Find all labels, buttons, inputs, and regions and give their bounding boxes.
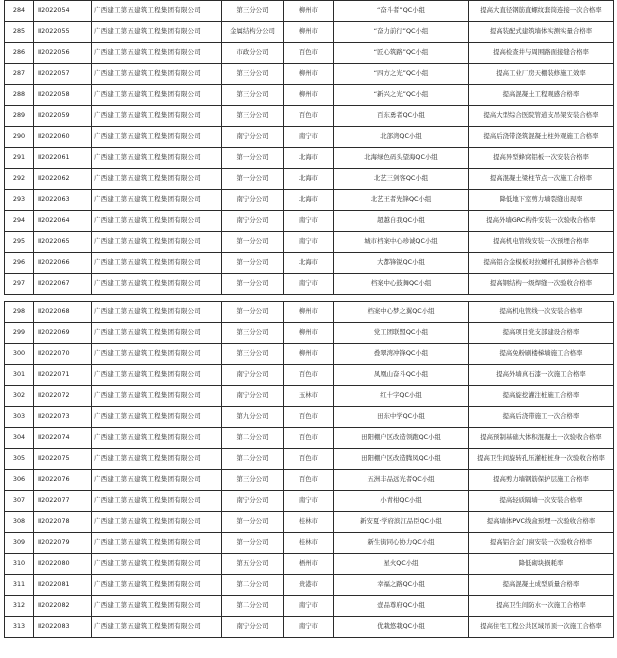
table-row [5,148,614,169]
row-number-cell: 311 [5,575,34,596]
city-name-cell: 百色市 [284,365,334,386]
project-topic-cell: 提高住宅工程公共区域吊顶一次施工合格率 [469,617,614,638]
row-number-cell: 284 [5,1,34,22]
qc-team-name-cell: 小青柑QC小组 [334,491,469,512]
project-topic-cell: 提高混凝土成型质量合格率 [469,575,614,596]
table-body-bottom [5,302,614,638]
city-name-cell: 贵港市 [284,575,334,596]
company-name-cell: 广西建工第五建筑工程集团有限公司 [92,64,222,85]
city-name-cell: 柳州市 [284,85,334,106]
project-topic-cell: 提高机电管线一次安装合格率 [469,302,614,323]
company-name-cell: 广西建工第五建筑工程集团有限公司 [92,470,222,491]
table-row [5,449,614,470]
registration-id-cell: Ⅱ2022076 [34,470,92,491]
city-name-cell: 柳州市 [284,344,334,365]
project-topic-cell: 提高铝合金门窗安装一次验收合格率 [469,533,614,554]
project-topic-cell: 提高卫生间旋转孔压灌桩桩身一次验收合格率 [469,449,614,470]
branch-name-cell: 第二分公司 [222,596,284,617]
city-name-cell: 梧州市 [284,554,334,575]
project-topic-cell: 提高预制基础大体积混凝土一次验收合格率 [469,428,614,449]
table-row [5,22,614,43]
qc-team-name-cell: 北部湾QC小组 [334,127,469,148]
row-number-cell: 292 [5,169,34,190]
city-name-cell: 北海市 [284,169,334,190]
row-number-cell: 289 [5,106,34,127]
branch-name-cell: 第一分公司 [222,253,284,274]
document-page [4,0,613,638]
table-row [5,253,614,274]
qc-team-name-cell: 北艺三剑客QC小组 [334,169,469,190]
row-number-cell: 313 [5,617,34,638]
table-row [5,127,614,148]
qc-team-name-cell: 优栽悠栽QC小组 [334,617,469,638]
row-number-cell: 288 [5,85,34,106]
registration-id-cell: Ⅱ2022058 [34,85,92,106]
company-name-cell: 广西建工第五建筑工程集团有限公司 [92,302,222,323]
qc-team-name-cell: 幸福之路QC小组 [334,575,469,596]
city-name-cell: 北海市 [284,148,334,169]
row-number-cell: 285 [5,22,34,43]
company-name-cell: 广西建工第五建筑工程集团有限公司 [92,428,222,449]
registration-id-cell: Ⅱ2022065 [34,232,92,253]
registration-id-cell: Ⅱ2022080 [34,554,92,575]
registration-id-cell: Ⅱ2022079 [34,533,92,554]
company-name-cell: 广西建工第五建筑工程集团有限公司 [92,232,222,253]
table-row [5,575,614,596]
registration-id-cell: Ⅱ2022060 [34,127,92,148]
branch-name-cell: 第一分公司 [222,274,284,295]
project-topic-cell: 提高钢结构一级焊缝一次验收合格率 [469,274,614,295]
row-number-cell: 290 [5,127,34,148]
project-topic-cell: 提高混凝土梁柱节点一次施工合格率 [469,169,614,190]
registration-id-cell: Ⅱ2022075 [34,449,92,470]
branch-name-cell: 南宁分公司 [222,365,284,386]
branch-name-cell: 第二分公司 [222,428,284,449]
branch-name-cell: 第三分公司 [222,64,284,85]
table-row [5,232,614,253]
registration-id-cell: Ⅱ2022083 [34,617,92,638]
table-row [5,302,614,323]
table-row [5,596,614,617]
qc-team-table [4,0,614,638]
project-topic-cell: 提高大直径钢筋直螺纹套筒连接一次合格率 [469,1,614,22]
row-number-cell: 305 [5,449,34,470]
registration-id-cell: Ⅱ2022063 [34,190,92,211]
registration-id-cell: Ⅱ2022059 [34,106,92,127]
registration-id-cell: Ⅱ2022072 [34,386,92,407]
branch-name-cell: 第三分公司 [222,1,284,22]
project-topic-cell: 提高外墙真石漆一次施工合格率 [469,365,614,386]
company-name-cell: 广西建工第五建筑工程集团有限公司 [92,148,222,169]
company-name-cell: 广西建工第五建筑工程集团有限公司 [92,365,222,386]
table-body-top [5,1,614,295]
company-name-cell: 广西建工第五建筑工程集团有限公司 [92,274,222,295]
page-gap [5,295,614,302]
row-number-cell: 301 [5,365,34,386]
project-topic-cell: 提高旋挖灌注桩施工合格率 [469,386,614,407]
branch-name-cell: 第三分公司 [222,85,284,106]
table-row [5,323,614,344]
row-number-cell: 303 [5,407,34,428]
city-name-cell: 百色市 [284,106,334,127]
city-name-cell: 北海市 [284,190,334,211]
table-row [5,470,614,491]
city-name-cell: 南宁市 [284,617,334,638]
city-name-cell: 柳州市 [284,302,334,323]
qc-team-name-cell: 新生街同心协力QC小组 [334,533,469,554]
qc-team-name-cell: “奋斗者”QC小组 [334,1,469,22]
registration-id-cell: Ⅱ2022067 [34,274,92,295]
branch-name-cell: 第一分公司 [222,232,284,253]
project-topic-cell: 降低砌块损耗率 [469,554,614,575]
city-name-cell: 百色市 [284,43,334,64]
company-name-cell: 广西建工第五建筑工程集团有限公司 [92,533,222,554]
registration-id-cell: Ⅱ2022068 [34,302,92,323]
company-name-cell: 广西建工第五建筑工程集团有限公司 [92,1,222,22]
row-number-cell: 295 [5,232,34,253]
branch-name-cell: 第一分公司 [222,302,284,323]
row-number-cell: 299 [5,323,34,344]
qc-team-name-cell: 凤凰山奋斗QC小组 [334,365,469,386]
company-name-cell: 广西建工第五建筑工程集团有限公司 [92,596,222,617]
project-topic-cell: 降低地下室剪力墙裂缝出现率 [469,190,614,211]
qc-team-name-cell: 档案中心梦之翼QC小组 [334,302,469,323]
project-topic-cell: 提高后浇带施工一次合格率 [469,407,614,428]
table-row [5,407,614,428]
project-topic-cell: 提高混凝土工程观感合格率 [469,85,614,106]
table-row [5,190,614,211]
qc-team-name-cell: “四方之光”QC小组 [334,64,469,85]
branch-name-cell: 市政分公司 [222,43,284,64]
branch-name-cell: 第三分公司 [222,470,284,491]
city-name-cell: 玉林市 [284,386,334,407]
branch-name-cell: 南宁分公司 [222,190,284,211]
project-topic-cell: 提高外墙GRC构件安装一次验收合格率 [469,211,614,232]
row-number-cell: 287 [5,64,34,85]
qc-team-name-cell: “奋力前行”QC小组 [334,22,469,43]
qc-team-name-cell: 田阳棚户区改造领跑QC小组 [334,428,469,449]
company-name-cell: 广西建工第五建筑工程集团有限公司 [92,323,222,344]
table-row [5,428,614,449]
qc-team-name-cell: 星火QC小组 [334,554,469,575]
table-row [5,211,614,232]
qc-team-name-cell: “匠心筑路”QC小组 [334,43,469,64]
row-number-cell: 309 [5,533,34,554]
city-name-cell: 百色市 [284,407,334,428]
table-row [5,554,614,575]
qc-team-name-cell: 大都锋锐QC小组 [334,253,469,274]
qc-team-name-cell: 城市档案中心珍诚QC小组 [334,232,469,253]
qc-team-name-cell: 田东中学QC小组 [334,407,469,428]
branch-name-cell: 第九分公司 [222,407,284,428]
project-topic-cell: 提高卫生间防水一次施工合格率 [469,596,614,617]
table-row [5,491,614,512]
qc-team-name-cell: 田阳棚户区改造腾凤QC小组 [334,449,469,470]
company-name-cell: 广西建工第五建筑工程集团有限公司 [92,22,222,43]
registration-id-cell: Ⅱ2022061 [34,148,92,169]
branch-name-cell: 第一分公司 [222,148,284,169]
table-row [5,274,614,295]
city-name-cell: 柳州市 [284,64,334,85]
city-name-cell: 百色市 [284,449,334,470]
branch-name-cell: 第三分公司 [222,344,284,365]
table-row [5,43,614,64]
row-number-cell: 291 [5,148,34,169]
company-name-cell: 广西建工第五建筑工程集团有限公司 [92,190,222,211]
table-row [5,617,614,638]
company-name-cell: 广西建工第五建筑工程集团有限公司 [92,253,222,274]
project-topic-cell: 提高项目党支部建设合格率 [469,323,614,344]
registration-id-cell: Ⅱ2022081 [34,575,92,596]
company-name-cell: 广西建工第五建筑工程集团有限公司 [92,617,222,638]
company-name-cell: 广西建工第五建筑工程集团有限公司 [92,169,222,190]
qc-team-name-cell: 百东勇者QC小组 [334,106,469,127]
branch-name-cell: 南宁分公司 [222,617,284,638]
company-name-cell: 广西建工第五建筑工程集团有限公司 [92,211,222,232]
branch-name-cell: 第一分公司 [222,169,284,190]
qc-team-name-cell: 壹品尊府QC小组 [334,596,469,617]
registration-id-cell: Ⅱ2022073 [34,407,92,428]
table-row [5,85,614,106]
table-row [5,64,614,85]
table-row [5,106,614,127]
table-row [5,365,614,386]
row-number-cell: 304 [5,428,34,449]
branch-name-cell: 第三分公司 [222,106,284,127]
registration-id-cell: Ⅱ2022071 [34,365,92,386]
company-name-cell: 广西建工第五建筑工程集团有限公司 [92,344,222,365]
branch-name-cell: 第五分公司 [222,554,284,575]
table-row [5,169,614,190]
row-number-cell: 293 [5,190,34,211]
company-name-cell: 广西建工第五建筑工程集团有限公司 [92,491,222,512]
city-name-cell: 北海市 [284,253,334,274]
city-name-cell: 百色市 [284,428,334,449]
city-name-cell: 柳州市 [284,323,334,344]
branch-name-cell: 金属结构分公司 [222,22,284,43]
company-name-cell: 广西建工第五建筑工程集团有限公司 [92,449,222,470]
company-name-cell: 广西建工第五建筑工程集团有限公司 [92,386,222,407]
row-number-cell: 310 [5,554,34,575]
branch-name-cell: 第三分公司 [222,323,284,344]
qc-team-name-cell: 超越自我QC小组 [334,211,469,232]
city-name-cell: 南宁市 [284,491,334,512]
project-topic-cell: 提高大型综合医院管道支吊架安装合格率 [469,106,614,127]
gap-cell [5,295,614,302]
registration-id-cell: Ⅱ2022082 [34,596,92,617]
qc-team-name-cell: 五洲丰品远光者QC小组 [334,470,469,491]
branch-name-cell: 南宁分公司 [222,127,284,148]
qc-team-name-cell: 北海绿色码头望海QC小组 [334,148,469,169]
row-number-cell: 300 [5,344,34,365]
company-name-cell: 广西建工第五建筑工程集团有限公司 [92,407,222,428]
qc-team-name-cell: 叠翠湾冲锋QC小组 [334,344,469,365]
city-name-cell: 桂林市 [284,533,334,554]
table-row [5,533,614,554]
registration-id-cell: Ⅱ2022066 [34,253,92,274]
qc-team-name-cell: 档案中心鼓舞QC小组 [334,274,469,295]
project-topic-cell: 提高轻质隔墙一次安装合格率 [469,491,614,512]
registration-id-cell: Ⅱ2022070 [34,344,92,365]
row-number-cell: 312 [5,596,34,617]
city-name-cell: 桂林市 [284,512,334,533]
row-number-cell: 297 [5,274,34,295]
city-name-cell: 百色市 [284,470,334,491]
city-name-cell: 南宁市 [284,127,334,148]
city-name-cell: 柳州市 [284,22,334,43]
row-number-cell: 294 [5,211,34,232]
branch-name-cell: 第一分公司 [222,512,284,533]
page-break [5,295,614,302]
branch-name-cell: 南宁分公司 [222,491,284,512]
company-name-cell: 广西建工第五建筑工程集团有限公司 [92,575,222,596]
qc-team-name-cell: “新兴之光”QC小组 [334,85,469,106]
registration-id-cell: Ⅱ2022074 [34,428,92,449]
registration-id-cell: Ⅱ2022077 [34,491,92,512]
branch-name-cell: 第二分公司 [222,449,284,470]
row-number-cell: 308 [5,512,34,533]
table-row [5,1,614,22]
row-number-cell: 306 [5,470,34,491]
project-topic-cell: 提高免粉刷楼梯墙施工合格率 [469,344,614,365]
table-row [5,344,614,365]
branch-name-cell: 南宁分公司 [222,386,284,407]
row-number-cell: 302 [5,386,34,407]
qc-team-name-cell: 新安夏·学府滨江品臣QC小组 [334,512,469,533]
registration-id-cell: Ⅱ2022057 [34,64,92,85]
company-name-cell: 广西建工第五建筑工程集团有限公司 [92,554,222,575]
company-name-cell: 广西建工第五建筑工程集团有限公司 [92,43,222,64]
registration-id-cell: Ⅱ2022056 [34,43,92,64]
project-topic-cell: 提高墙体PVC线盒预埋一次验收合格率 [469,512,614,533]
company-name-cell: 广西建工第五建筑工程集团有限公司 [92,85,222,106]
city-name-cell: 南宁市 [284,211,334,232]
city-name-cell: 南宁市 [284,274,334,295]
branch-name-cell: 南宁分公司 [222,211,284,232]
qc-team-name-cell: 党工团联盟QC小组 [334,323,469,344]
project-topic-cell: 提高检查井与周围路面接缝合格率 [469,43,614,64]
branch-name-cell: 第一分公司 [222,533,284,554]
branch-name-cell: 第二分公司 [222,575,284,596]
project-topic-cell: 提高装配式建筑墙体实测实量合格率 [469,22,614,43]
table-row [5,512,614,533]
qc-team-name-cell: 北艺王者先锋QC小组 [334,190,469,211]
registration-id-cell: Ⅱ2022055 [34,22,92,43]
project-topic-cell: 提高后浇带浇筑混凝土柱外观施工合格率 [469,127,614,148]
project-topic-cell: 提高工业厂房天棚装修施工效率 [469,64,614,85]
project-topic-cell: 提高机电管线安装一次预埋合格率 [469,232,614,253]
city-name-cell: 柳州市 [284,1,334,22]
project-topic-cell: 提高异型蜂窝铝板一次安装合格率 [469,148,614,169]
city-name-cell: 南宁市 [284,596,334,617]
project-topic-cell: 提高剪力墙钢筋保护层施工合格率 [469,470,614,491]
project-topic-cell: 提高铝合金模板对拉螺杆孔洞修补合格率 [469,253,614,274]
row-number-cell: 307 [5,491,34,512]
registration-id-cell: Ⅱ2022064 [34,211,92,232]
company-name-cell: 广西建工第五建筑工程集团有限公司 [92,127,222,148]
company-name-cell: 广西建工第五建筑工程集团有限公司 [92,512,222,533]
row-number-cell: 298 [5,302,34,323]
registration-id-cell: Ⅱ2022054 [34,1,92,22]
registration-id-cell: Ⅱ2022062 [34,169,92,190]
qc-team-name-cell: 红十字QC小组 [334,386,469,407]
row-number-cell: 296 [5,253,34,274]
row-number-cell: 286 [5,43,34,64]
table-row [5,386,614,407]
company-name-cell: 广西建工第五建筑工程集团有限公司 [92,106,222,127]
city-name-cell: 南宁市 [284,232,334,253]
registration-id-cell: Ⅱ2022069 [34,323,92,344]
registration-id-cell: Ⅱ2022078 [34,512,92,533]
